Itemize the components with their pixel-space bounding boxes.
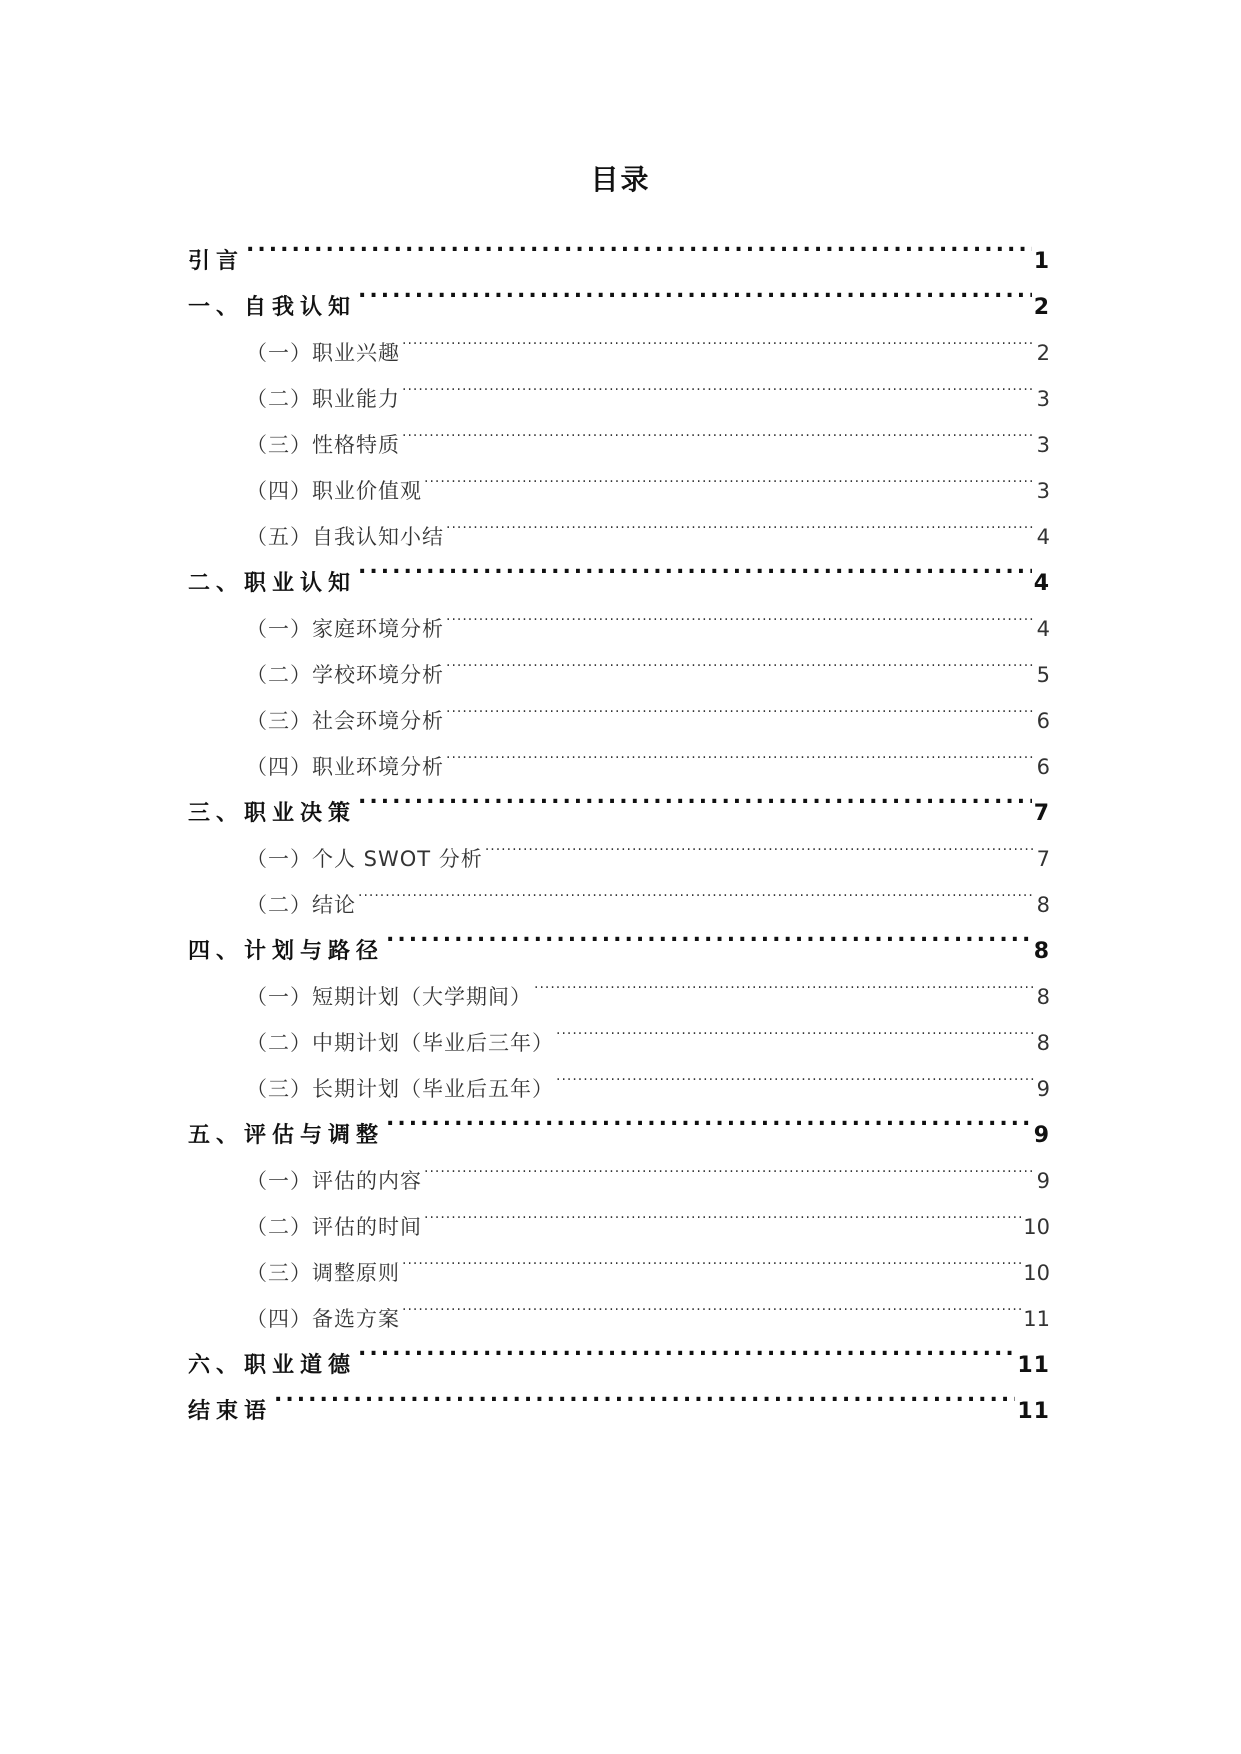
toc-entry-label: （三）调整原则 (246, 1261, 400, 1285)
toc-page-number: 3 (1036, 479, 1050, 503)
toc-page-number: 7 (1036, 847, 1050, 871)
dot-leader (402, 406, 1035, 452)
toc-entry-label: （一）个人 SWOT 分析 (246, 847, 483, 871)
dot-leader (402, 314, 1035, 360)
table-of-contents (188, 222, 1050, 1424)
toc-entry-label: 引言 (188, 249, 245, 274)
toc-page-number: 4 (1033, 571, 1050, 596)
toc-entry-label: （四）职业价值观 (246, 479, 422, 503)
toc-page-number: 6 (1036, 755, 1050, 779)
dot-leader (402, 1280, 1021, 1326)
toc-page-number: 11 (1023, 1307, 1050, 1331)
toc-page-number: 9 (1036, 1077, 1050, 1101)
toc-entry-label: （一）家庭环境分析 (246, 617, 444, 641)
toc-page-number: 3 (1036, 433, 1050, 457)
dot-leader (485, 820, 1035, 866)
toc-chapter-entry[interactable] (188, 268, 1050, 320)
toc-entry-label: （二）结论 (246, 893, 356, 917)
page-title: 目录 (590, 163, 651, 196)
toc-page-number: 9 (1033, 1123, 1050, 1148)
toc-chapter-entry[interactable] (188, 222, 1050, 274)
toc-entry-label: 五、评估与调整 (188, 1123, 385, 1148)
dot-leader (358, 268, 1032, 314)
toc-page-number: 8 (1036, 893, 1050, 917)
toc-page-number: 6 (1036, 709, 1050, 733)
toc-page-number: 10 (1023, 1215, 1050, 1239)
toc-entry-label: 二、职业认知 (188, 571, 357, 596)
dot-leader (446, 590, 1035, 636)
dot-leader (446, 498, 1035, 544)
toc-page-number: 10 (1023, 1261, 1050, 1285)
dot-leader (386, 912, 1032, 958)
toc-entry-label: （一）评估的内容 (246, 1169, 422, 1193)
dot-leader (358, 774, 1032, 820)
dot-leader (424, 452, 1035, 498)
toc-entry-label: （三）社会环境分析 (246, 709, 444, 733)
toc-page-number: 8 (1036, 1031, 1050, 1055)
dot-leader (274, 1372, 1015, 1418)
dot-leader (246, 222, 1032, 268)
toc-entry-label: （五）自我认知小结 (246, 525, 444, 549)
dot-leader (534, 958, 1035, 1004)
toc-entry-label: （三）性格特质 (246, 433, 400, 457)
dot-leader (446, 728, 1035, 774)
toc-entry-label: （四）备选方案 (246, 1307, 400, 1331)
toc-entry-label: （一）职业兴趣 (246, 341, 400, 365)
dot-leader (556, 1050, 1035, 1096)
dot-leader (358, 544, 1032, 590)
toc-page-number: 8 (1036, 985, 1050, 1009)
dot-leader (446, 682, 1035, 728)
toc-page-number: 5 (1036, 663, 1050, 687)
toc-entry-label: （二）职业能力 (246, 387, 400, 411)
toc-entry-label: （一）短期计划（大学期间） (246, 985, 532, 1009)
dot-leader (446, 636, 1035, 682)
dot-leader (358, 866, 1035, 912)
toc-page-number: 11 (1017, 1353, 1050, 1378)
toc-page-number: 3 (1036, 387, 1050, 411)
dot-leader (386, 1096, 1032, 1142)
toc-page-number: 4 (1036, 617, 1050, 641)
toc-entry-label: 结束语 (188, 1399, 273, 1424)
dot-leader (556, 1004, 1035, 1050)
toc-page-number: 2 (1036, 341, 1050, 365)
toc-page-number: 7 (1033, 801, 1050, 826)
toc-entry-label: （二）评估的时间 (246, 1215, 422, 1239)
dot-leader (424, 1188, 1021, 1234)
toc-page-number: 2 (1033, 295, 1050, 320)
toc-entry-label: （二）学校环境分析 (246, 663, 444, 687)
toc-entry-label: 六、职业道德 (188, 1353, 357, 1378)
toc-entry-label: 三、职业决策 (188, 801, 357, 826)
toc-entry-label: （三）长期计划（毕业后五年） (246, 1077, 554, 1101)
toc-entry-label: 四、计划与路径 (188, 939, 385, 964)
toc-page-number: 9 (1036, 1169, 1050, 1193)
dot-leader (402, 1234, 1021, 1280)
toc-page-number: 11 (1017, 1399, 1050, 1424)
toc-entry-label: （四）职业环境分析 (246, 755, 444, 779)
toc-page-number: 8 (1033, 939, 1050, 964)
dot-leader (358, 1326, 1015, 1372)
toc-page-number: 4 (1036, 525, 1050, 549)
dot-leader (402, 360, 1035, 406)
toc-entry-label: （二）中期计划（毕业后三年） (246, 1031, 554, 1055)
dot-leader (424, 1142, 1035, 1188)
toc-page-number: 1 (1033, 249, 1050, 274)
toc-entry-label: 一、自我认知 (188, 295, 357, 320)
toc-chapter-entry[interactable] (188, 1372, 1050, 1424)
